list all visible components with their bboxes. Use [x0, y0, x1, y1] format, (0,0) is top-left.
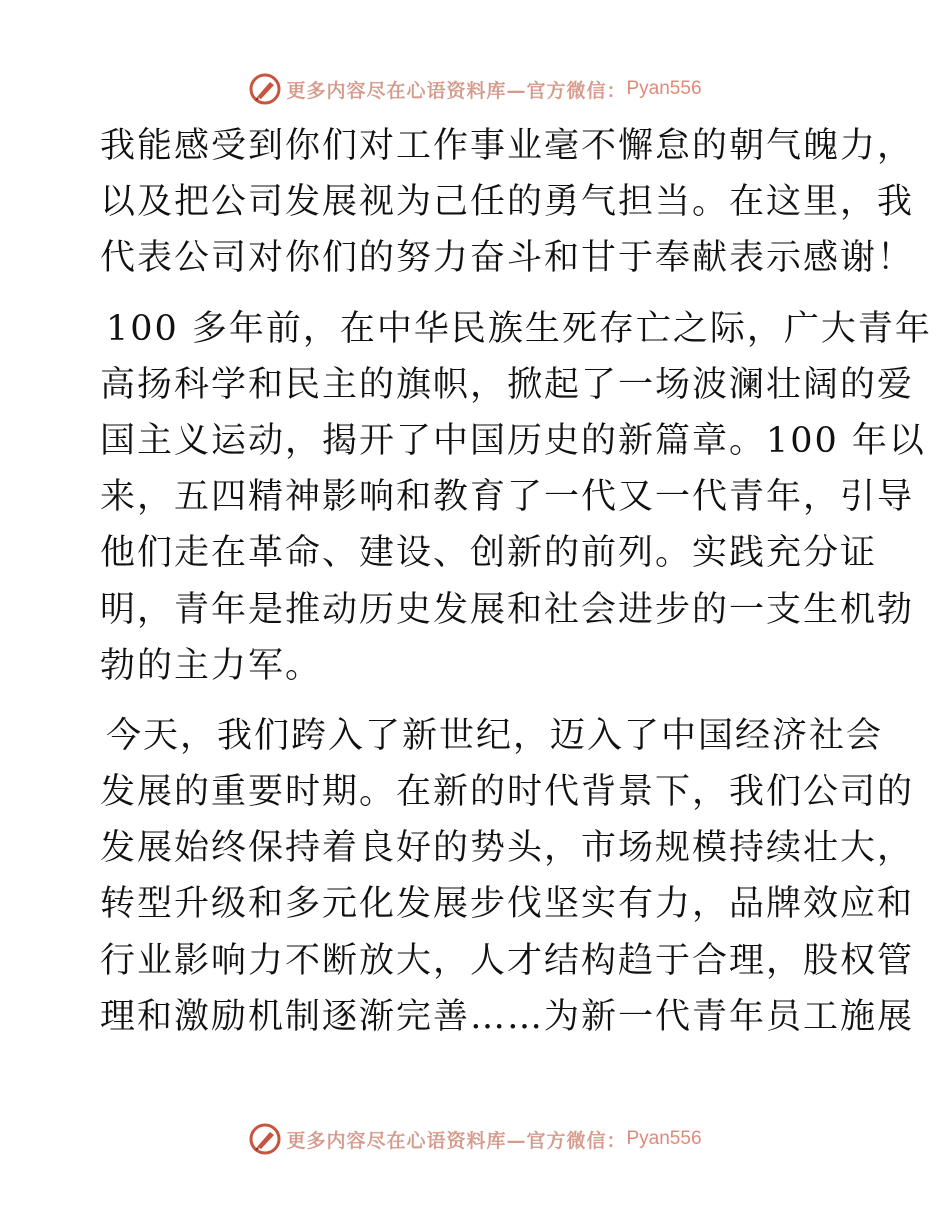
- header-banner-text: 更多内容尽在心语资料库—官方微信：: [286, 79, 627, 102]
- header-watermark-banner: [0, 72, 950, 106]
- pen-logo-icon: [248, 72, 282, 106]
- text-line: 行业影响力不断放大，人才结构趋于合理，股权管: [100, 940, 915, 981]
- text-line: 高扬科学和民主的旗帜，掀起了一场波澜壮阔的爱: [100, 364, 915, 405]
- paragraph: [100, 708, 915, 1045]
- text-line: 明，青年是推动历史发展和社会进步的一支生机勃: [100, 589, 915, 630]
- text-line: 发展的重要时期。在新的时代背景下，我们公司的: [100, 772, 915, 813]
- text-line: 以及把公司发展视为己任的勇气担当。在这里，我: [100, 182, 915, 223]
- footer-banner-text: 更多内容尽在心语资料库—官方微信：: [286, 1129, 627, 1152]
- text-line: 发展始终保持着良好的势头，市场规模持续壮大，: [100, 828, 915, 869]
- text-line: 他们走在革命、建设、创新的前列。实践充分证: [100, 533, 878, 574]
- pen-logo-icon: [248, 1122, 282, 1156]
- header-banner-wechat-id: Pyan556: [626, 78, 702, 99]
- document-body: [100, 118, 932, 1045]
- text-line: 理和激励机制逐渐完善……为新一代青年员工施展: [100, 996, 915, 1037]
- footer-banner-wechat-id: Pyan556: [626, 1128, 702, 1149]
- text-line: 国主义运动，揭开了中国历史的新篇章。100 年以: [100, 420, 926, 461]
- text-line: 100 多年前，在中华民族生死存亡之际，广大青年: [106, 308, 932, 349]
- text-line: 今天，我们跨入了新世纪，迈入了中国经济社会: [106, 715, 884, 756]
- text-line: 勃的主力军。: [100, 645, 323, 686]
- text-line: 代表公司对你们的努力奋斗和甘于奉献表示感谢！: [100, 238, 915, 279]
- text-line: 来，五四精神影响和教育了一代又一代青年，引导: [100, 477, 915, 518]
- paragraph: [100, 301, 932, 694]
- paragraph: [100, 118, 915, 287]
- text-line: 我能感受到你们对工作事业毫不懈怠的朝气魄力，: [100, 126, 915, 166]
- footer-watermark-banner: [0, 1122, 950, 1156]
- text-line: 转型升级和多元化发展步伐坚实有力，品牌效应和: [100, 884, 915, 925]
